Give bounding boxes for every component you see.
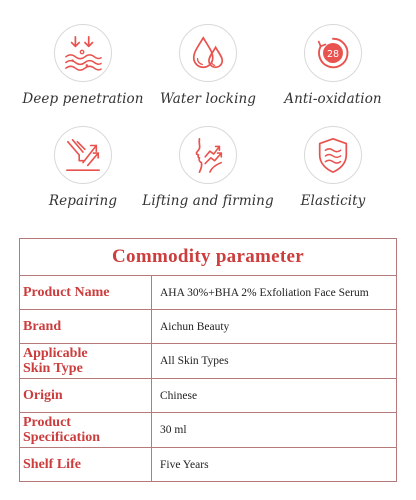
row-key: Product Name [20, 276, 152, 310]
feature-label: Deep penetration [22, 91, 144, 107]
row-value: All Skin Types [152, 344, 397, 379]
feature-label: Water locking [159, 91, 257, 107]
feature-elasticity [264, 126, 402, 209]
table-row [20, 448, 397, 482]
table-row [20, 344, 397, 379]
deep-penetration-icon [64, 34, 102, 72]
repairing-icon [64, 136, 102, 174]
row-value: 30 ml [152, 413, 397, 448]
water-drops-icon [189, 34, 227, 72]
feature-water-locking [139, 24, 277, 107]
anti-oxidation-badge-text: 28 [326, 48, 340, 60]
feature-circle [179, 126, 237, 184]
feature-label: Elasticity [300, 193, 366, 209]
feature-circle [304, 126, 362, 184]
feature-repairing [14, 126, 152, 209]
feature-grid [0, 0, 416, 232]
shield-elasticity-icon [314, 136, 352, 174]
table-row [20, 413, 397, 448]
row-key-line: Skin Type [23, 361, 83, 376]
row-value: Five Years [152, 448, 397, 482]
row-key [20, 413, 152, 448]
feature-circle [304, 24, 362, 82]
feature-circle [54, 24, 112, 82]
commodity-parameter-table [19, 238, 397, 482]
feature-circle [54, 126, 112, 184]
row-key: Shelf Life [20, 448, 152, 482]
row-key-line: Product [23, 415, 71, 430]
row-value: Aichun Beauty [152, 310, 397, 344]
face-lifting-icon [189, 136, 227, 174]
table-row [20, 276, 397, 310]
row-key-line: Specification [23, 430, 100, 445]
feature-label: Repairing [48, 193, 118, 209]
row-key [20, 344, 152, 379]
feature-label: Anti-oxidation [284, 91, 382, 107]
anti-oxidation-icon [314, 34, 352, 72]
row-value: Chinese [152, 379, 397, 413]
table-row [20, 379, 397, 413]
row-value: AHA 30%+BHA 2% Exfoliation Face Serum [152, 276, 397, 310]
feature-label: Lifting and firming [142, 193, 274, 209]
row-key: Brand [20, 310, 152, 344]
row-key: Origin [20, 379, 152, 413]
feature-lifting-firming [139, 126, 277, 209]
feature-anti-oxidation [264, 24, 402, 107]
row-key-line: Applicable [23, 346, 88, 361]
table-row [20, 310, 397, 344]
table-title: Commodity parameter [20, 239, 397, 276]
feature-deep-penetration [14, 24, 152, 107]
feature-circle [179, 24, 237, 82]
